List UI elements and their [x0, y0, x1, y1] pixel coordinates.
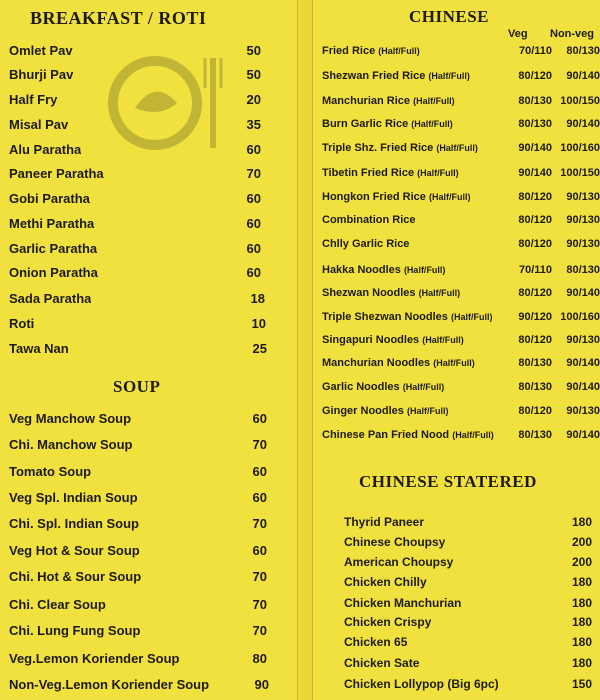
item-name: Ginger Noodles: [322, 405, 404, 417]
item-name: Triple Shezwan Noodles: [322, 311, 448, 323]
list-item: [322, 264, 600, 276]
list-item: [322, 118, 600, 130]
item-price: 180: [571, 596, 592, 610]
item-name: Alu Paratha: [9, 142, 82, 157]
list-item: [322, 357, 600, 369]
item-portion-note: (Half/Full): [452, 430, 494, 440]
item-name: Non-Veg.Lemon Koriender Soup: [9, 677, 210, 692]
item-price: 180: [571, 656, 592, 670]
nonveg-price: 90/130: [566, 334, 600, 346]
veg-price: 80/120: [518, 70, 552, 82]
item-name: Chi. Hot & Sour Soup: [9, 569, 142, 584]
list-item: [322, 405, 600, 417]
list-item: [9, 316, 266, 331]
item-name: Sada Paratha: [9, 291, 92, 306]
item-price: 150: [571, 677, 592, 691]
item-portion-note: (Half/Full): [433, 358, 475, 368]
nonveg-price: 90/140: [566, 429, 600, 441]
item-name: Chicken 65: [344, 635, 408, 649]
list-item: [9, 142, 261, 157]
item-portion-note: (Half/Full): [436, 143, 478, 153]
item-name: Combination Rice: [322, 214, 416, 226]
item-name: Burn Garlic Rice: [322, 118, 409, 130]
item-price: 20: [246, 92, 261, 107]
item-name: Thyrid Paneer: [344, 515, 425, 529]
item-price: 70: [252, 597, 267, 612]
item-name: Tomato Soup: [9, 464, 92, 479]
item-price: 70: [252, 569, 267, 584]
list-item: [9, 43, 261, 58]
item-name: Paneer Paratha: [9, 166, 104, 181]
list-item: [322, 95, 600, 107]
list-item: [9, 265, 261, 280]
soup-title: SOUP: [113, 377, 161, 396]
item-price: 60: [252, 490, 267, 505]
veg-price: 70/110: [518, 45, 552, 57]
item-price: 70: [252, 437, 267, 452]
item-portion-note: (Half/Full): [402, 382, 445, 392]
list-item: [322, 287, 600, 299]
item-name: Shezwan Noodles: [322, 287, 416, 299]
veg-price: 80/120: [518, 191, 552, 203]
veg-price: 90/120: [518, 311, 552, 323]
list-item: [322, 381, 600, 393]
list-item: [322, 214, 600, 226]
item-name: Bhurji Pav: [9, 67, 74, 82]
veg-price: 80/120: [518, 405, 552, 417]
item-name: Gobi Paratha: [9, 191, 90, 206]
item-price: 50: [246, 43, 261, 58]
list-item: [344, 656, 592, 670]
item-name: Chlly Garlic Rice: [322, 238, 410, 250]
item-name: Fried Rice: [322, 45, 376, 57]
list-item: [344, 615, 592, 629]
list-item: [344, 596, 592, 610]
item-price: 60: [246, 191, 261, 206]
nonveg-price: 100/150: [560, 167, 600, 179]
veg-price: 80/130: [518, 429, 552, 441]
item-price: 60: [252, 411, 267, 426]
item-name: Tibetin Fried Rice: [322, 167, 415, 179]
nonveg-price: 90/140: [566, 118, 600, 130]
nonveg-price: 90/140: [566, 357, 600, 369]
item-price: 60: [252, 464, 267, 479]
item-name: Half Fry: [9, 92, 58, 107]
list-item: [322, 238, 600, 250]
item-price: 180: [571, 615, 592, 629]
list-item: [344, 575, 592, 589]
list-item: [9, 166, 261, 181]
item-portion-note: (Half/Full): [428, 71, 470, 81]
item-name: Misal Pav: [9, 117, 69, 132]
list-item: [9, 67, 261, 82]
item-portion-note: (Half/Full): [418, 288, 461, 298]
nonveg-column-header: Non-veg: [550, 28, 594, 40]
nonveg-price: 90/140: [566, 70, 600, 82]
list-item: [344, 635, 592, 649]
item-portion-note: (Half/Full): [417, 168, 459, 178]
list-item: [322, 334, 600, 346]
item-price: 180: [571, 515, 592, 529]
list-item: [322, 45, 600, 57]
item-name: Manchurian Noodles: [322, 357, 431, 369]
list-item: [322, 142, 600, 154]
item-price: 180: [571, 575, 592, 589]
nonveg-price: 100/150: [560, 95, 600, 107]
item-name: Chicken Crispy: [344, 615, 432, 629]
item-name: Shezwan Fried Rice: [322, 70, 426, 82]
item-name: Manchurian Rice: [322, 95, 411, 107]
list-item: [9, 677, 269, 692]
left-menu-panel: [0, 0, 296, 700]
list-item: [322, 429, 600, 441]
item-name: Veg Hot & Sour Soup: [9, 543, 140, 558]
breakfast-title: BREAKFAST / ROTI: [30, 8, 207, 28]
item-price: 60: [252, 543, 267, 558]
nonveg-price: 100/160: [560, 142, 600, 154]
item-price: 180: [571, 635, 592, 649]
item-name: Chi. Manchow Soup: [9, 437, 133, 452]
list-item: [9, 216, 261, 231]
item-name: Veg.Lemon Koriender Soup: [9, 651, 180, 666]
item-name: Chi. Spl. Indian Soup: [9, 516, 139, 531]
nonveg-price: 90/130: [566, 238, 600, 250]
veg-price: 90/140: [518, 167, 552, 179]
list-item: [9, 117, 261, 132]
list-item: [9, 569, 267, 584]
right-menu-panel: [312, 0, 600, 700]
veg-price: 80/130: [518, 95, 552, 107]
item-name: Chinese Choupsy: [344, 535, 446, 549]
item-portion-note: (Half/Full): [428, 192, 471, 202]
nonveg-price: 90/130: [566, 191, 600, 203]
list-item: [9, 411, 267, 426]
item-name: Onion Paratha: [9, 265, 98, 280]
list-item: [322, 167, 600, 179]
list-item: [9, 516, 267, 531]
item-name: Chicken Chilly: [344, 575, 427, 589]
nonveg-price: 80/130: [566, 264, 600, 276]
item-name: Chinese Pan Fried Nood: [322, 429, 450, 441]
list-item: [344, 555, 592, 569]
item-name: Singapuri Noodles: [322, 334, 420, 346]
list-item: [9, 490, 267, 505]
list-item: [9, 341, 267, 356]
veg-price: 80/120: [518, 214, 552, 226]
list-item: [9, 92, 261, 107]
list-item: [9, 291, 265, 306]
item-name: Methi Paratha: [9, 216, 95, 231]
item-price: 200: [571, 555, 592, 569]
list-item: [9, 464, 267, 479]
item-portion-note: (Half/Full): [406, 406, 449, 416]
list-item: [9, 241, 261, 256]
item-name: Tawa Nan: [9, 341, 69, 356]
item-price: 90: [254, 677, 269, 692]
starters-title: CHINESE STATERED: [359, 472, 537, 491]
list-item: [9, 191, 261, 206]
item-price: 60: [246, 216, 261, 231]
veg-price: 80/130: [518, 118, 552, 130]
veg-price: 90/140: [518, 142, 552, 154]
item-price: 70: [246, 166, 261, 181]
item-price: 60: [246, 241, 261, 256]
list-item: [344, 535, 592, 549]
list-item: [9, 597, 267, 612]
item-name: Roti: [9, 316, 35, 331]
list-item: [322, 191, 600, 203]
item-name: Omlet Pav: [9, 43, 73, 58]
item-portion-note: (Half/Full): [422, 335, 464, 345]
list-item: [9, 623, 267, 638]
item-portion-note: (Half/Full): [413, 96, 455, 106]
item-name: Garlic Paratha: [9, 241, 98, 256]
item-price: 35: [246, 117, 261, 132]
list-item: [9, 437, 267, 452]
item-name: Veg Spl. Indian Soup: [9, 490, 138, 505]
item-price: 18: [250, 291, 265, 306]
item-name: Chi. Clear Soup: [9, 597, 106, 612]
item-name: Chicken Manchurian: [344, 596, 462, 610]
veg-price: 80/120: [518, 238, 552, 250]
item-name: Hakka Noodles: [322, 264, 401, 276]
list-item: [344, 677, 592, 691]
veg-price: 80/120: [518, 334, 552, 346]
item-price: 10: [251, 316, 266, 331]
item-portion-note: (Half/Full): [450, 312, 493, 322]
list-item: [9, 651, 267, 666]
list-item: [322, 311, 600, 323]
list-item: [322, 70, 600, 82]
item-price: 70: [252, 516, 267, 531]
page-fold: [297, 0, 313, 700]
veg-column-header: Veg: [508, 28, 528, 40]
item-price: 70: [252, 623, 267, 638]
nonveg-price: 100/160: [560, 311, 600, 323]
veg-price: 80/130: [518, 381, 552, 393]
nonveg-price: 90/140: [566, 287, 600, 299]
item-name: Chicken Lollypop (Big 6pc): [344, 677, 499, 691]
item-name: Veg Manchow Soup: [9, 411, 132, 426]
item-price: 60: [246, 265, 261, 280]
item-price: 60: [246, 142, 261, 157]
list-item: [9, 543, 267, 558]
nonveg-price: 80/130: [566, 45, 600, 57]
item-name: Garlic Noodles: [322, 381, 400, 393]
item-name: Chi. Lung Fung Soup: [9, 623, 141, 638]
list-item: [344, 515, 592, 529]
nonveg-price: 90/140: [566, 381, 600, 393]
item-price: 50: [246, 67, 261, 82]
item-portion-note: (Half/Full): [411, 119, 453, 129]
item-name: Triple Shz. Fried Rice: [322, 142, 434, 154]
veg-price: 80/130: [518, 357, 552, 369]
item-price: 80: [252, 651, 267, 666]
item-price: 25: [252, 341, 267, 356]
item-price: 200: [571, 535, 592, 549]
nonveg-price: 90/130: [566, 214, 600, 226]
item-portion-note: (Half/Full): [403, 265, 446, 275]
veg-price: 70/110: [518, 264, 552, 276]
item-name: American Choupsy: [344, 555, 454, 569]
item-portion-note: (Half/Full): [378, 46, 420, 56]
item-name: Chicken Sate: [344, 656, 420, 670]
chinese-title: CHINESE: [409, 7, 490, 26]
veg-price: 80/120: [518, 287, 552, 299]
nonveg-price: 90/130: [566, 405, 600, 417]
item-name: Hongkon Fried Rice: [322, 191, 426, 203]
